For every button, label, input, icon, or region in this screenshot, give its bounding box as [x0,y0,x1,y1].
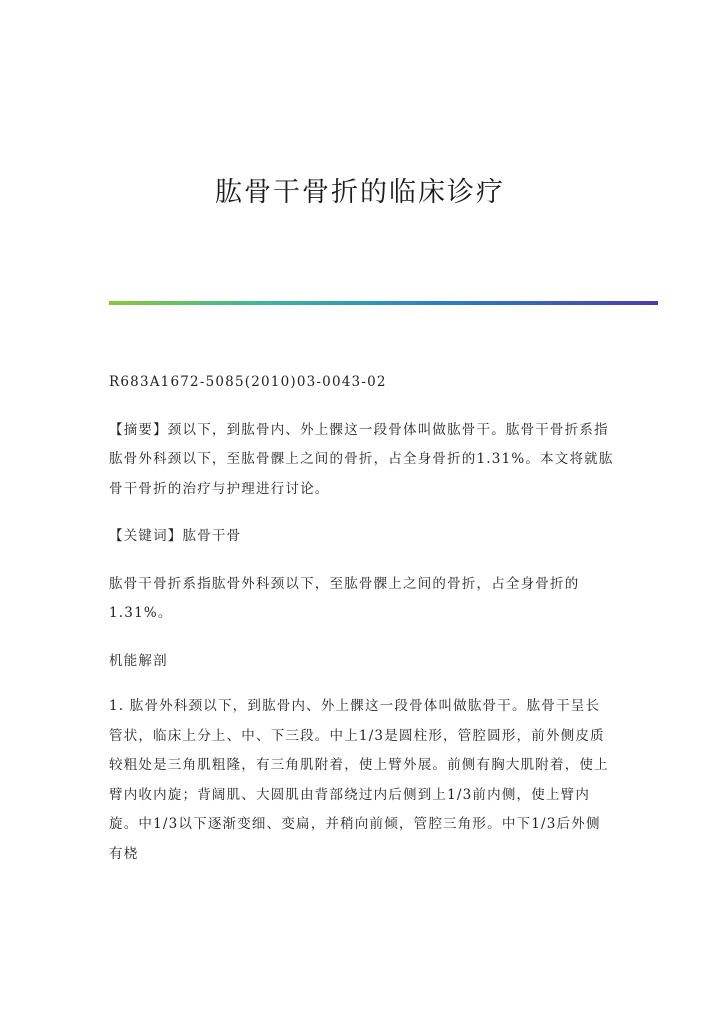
keywords-line: 【关键词】肱骨干骨 [109,528,242,544]
section-heading: 机能解剖 [109,652,168,669]
document-title: 肱骨干骨折的临床诊疗 [215,177,505,208]
classification-code: R683A1672-5085(2010)03-0043-02 [109,374,387,390]
title-divider [109,301,658,305]
document-body [109,368,614,887]
anatomy-paragraph: 1. 肱骨外科颈以下，到肱骨内、外上髁这一段骨体叫做肱骨干。肱骨干呈长管状，临床上分上、中、下三段。中上1/3是圆柱形，管腔圆形，前外侧皮质较粗处是三角肌粗隆，有三角肌附着，使上臂外展。前侧有胸大肌附着，使上臂内收内旋；背阔肌、大圆肌由背部绕过内后侧到上1/3前内侧，使上臂内旋。中1/3以下逐渐变细、变扁，并稍向前倾，管腔三角形。中下1/3后外侧有桡 [109,698,609,862]
abstract-paragraph: 【摘要】颈以下，到肱骨内、外上髁这一段骨体叫做肱骨干。肱骨干骨折系指肱骨外科颈以下，至肱骨髁上之间的骨折，占全身骨折的1.31%。本文将就肱骨干骨折的治疗与护理进行讨论。 [109,421,614,497]
intro-paragraph: 肱骨干骨折系指肱骨外科颈以下，至肱骨髁上之间的骨折，占全身骨折的1.31%。 [109,575,580,621]
